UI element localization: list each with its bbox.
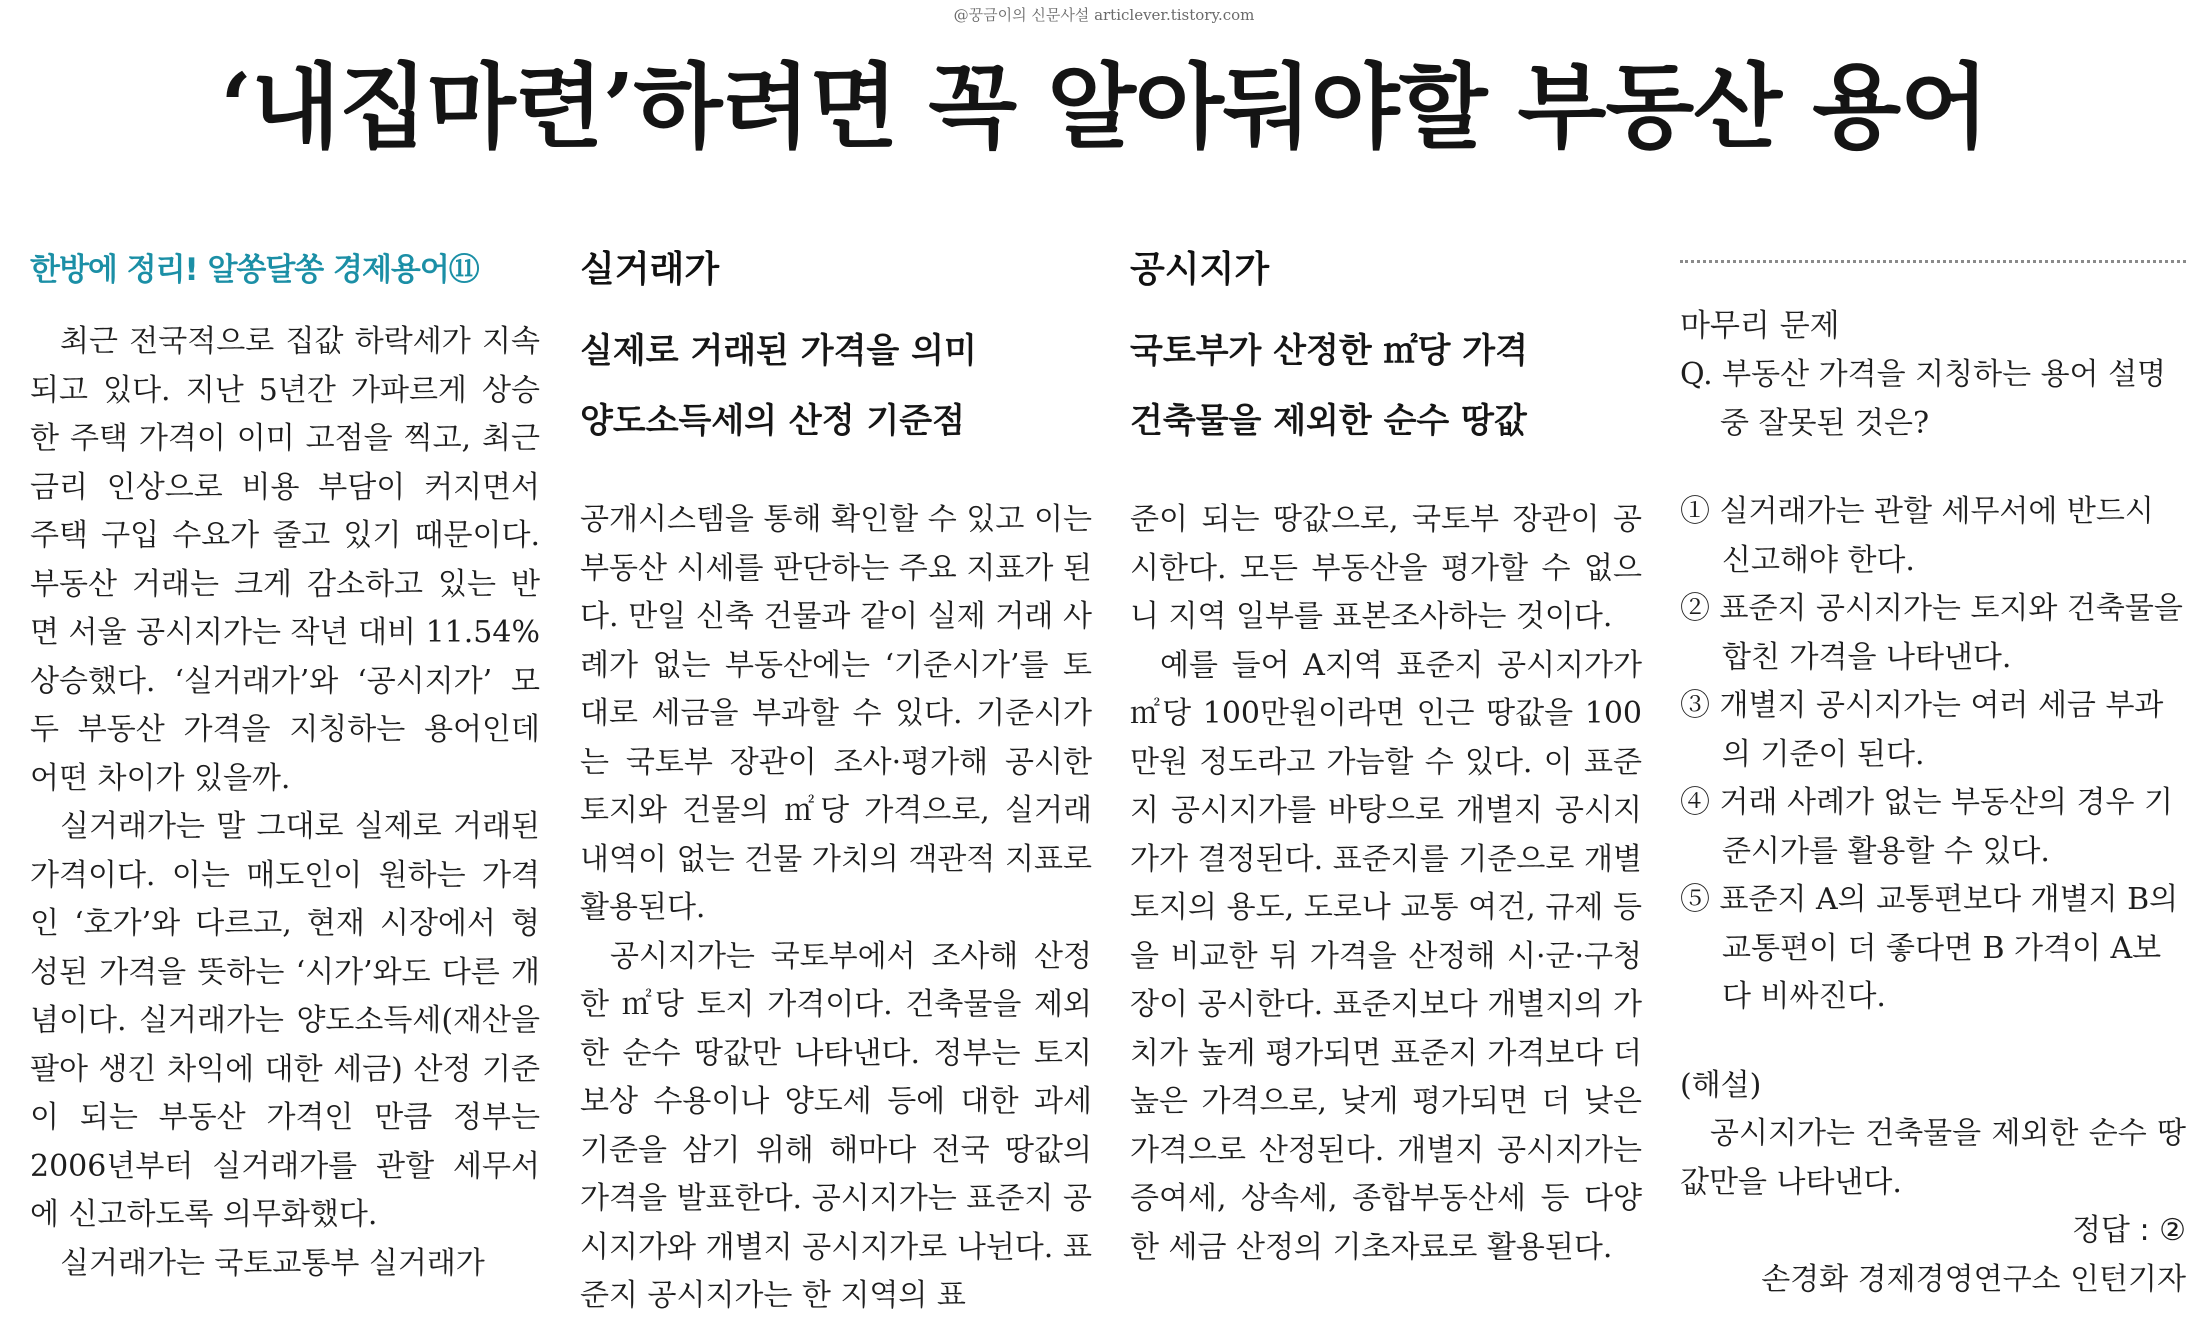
section-subtitles <box>1130 316 1642 456</box>
quiz-option: ⑤ 표준지 A의 교통편보다 개별지 B의 교통편이 더 좋다면 B 가격이 A보다 비싸진다. <box>1680 882 2179 1014</box>
column-2 <box>580 250 1092 1310</box>
dotted-divider <box>1680 260 2186 263</box>
watermark: @꿍금이의 신문사설 articlever.tistory.com <box>953 6 1255 24</box>
quiz-option: ③ 개별지 공시지가는 여러 세금 부과의 기준이 된다. <box>1680 688 2164 772</box>
body-paragraph: 준이 되는 땅값으로, 국토부 장관이 공시한다. 모든 부동산을 평가할 수 없으니 지역 일부를 표본조사하는 것이다. <box>1130 502 1642 634</box>
column-3 <box>1130 250 1642 1310</box>
byline: 손경화 경제경영연구소 인턴기자 <box>1761 1261 2186 1297</box>
answer: 정답 : ② <box>2071 1213 2186 1248</box>
section-title: 실거래가 <box>580 250 720 290</box>
column-1 <box>30 250 540 1310</box>
body-paragraph: 공시지가는 국토부에서 조사해 산정한 ㎡당 토지 가격이다. 건축물을 제외한 순수 땅값만 나타낸다. 정부는 토지 보상 수용이나 양도세 등에 대한 과세 기준을 삼기 위해 해마다 전국 땅값의 가격을 발표한다. 공시지가는 표준지 공시지가와 개별지 공시지가로 나뉜다. 표준지 공시지가는 한 지역의 표 <box>580 938 1092 1310</box>
body-paragraph: 예를 들어 A지역 표준지 공시지가가 ㎡당 100만원이라면 인근 땅값을 100만원 정도라고 가늠할 수 있다. 이 표준지 공시지가를 바탕으로 개별지 공시지가가 결정된다. 표준지를 기준으로 개별 토지의 용도, 도로나 교통 여건, 규제 등을 비교한 뒤 가격을 산정해 시·군·구청장이 공시한다. 표준지보다 개별지의 가치가 높게 평가되면 표준지 가격보다 더 높은 가격으로, 낮게 평가되면 더 낮은 가격으로 산정된다. 개별지 공시지가는 증여세, 상속세, 종합부동산세 등 다양한 세금 산정의 기초자료로 활용된다. <box>1130 647 1642 1265</box>
section-subtitle: 실제로 거래된 가격을 의미 <box>580 331 977 371</box>
quiz-options <box>1680 488 2186 1022</box>
body-paragraph: 실거래가는 말 그대로 실제로 거래된 가격이다. 이는 매도인이 원하는 가격인 ‘호가’와 다르고, 현재 시장에서 형성된 가격을 뜻하는 ‘시가’와도 다른 개념이다. 실거래가는 양도소득세(재산을 팔아 생긴 차익에 대한 세금) 산정 기준이 되는 부동산 가격인 만큼 정부는 2006년부터 실거래가를 관할 세무서에 신고하도록 의무화했다. <box>30 809 540 1232</box>
explanation-text: 공시지가는 건축물을 제외한 순수 땅값만을 나타낸다. <box>1680 1116 2186 1200</box>
body-paragraph: 실거래가는 국토교통부 실거래가 <box>60 1245 485 1281</box>
explanation-label: (해설) <box>1680 1067 1762 1103</box>
quiz-option: ② 표준지 공시지가는 토지와 건축물을 합친 가격을 나타낸다. <box>1680 591 2183 675</box>
section-subtitle: 양도소득세의 산정 기준점 <box>580 401 965 441</box>
quiz-option: ① 실거래가는 관할 세무서에 반드시 신고해야 한다. <box>1680 494 2154 578</box>
section-subtitles <box>580 316 1092 456</box>
headline: ‘내집마련’하려면 꼭 알아둬야할 부동산 용어 <box>220 53 1988 161</box>
section-subtitle: 국토부가 산정한 ㎡당 가격 <box>1130 331 1528 371</box>
section-title: 공시지가 <box>1130 250 1270 290</box>
quiz-title: 마무리 문제 <box>1680 308 1840 344</box>
quiz-question: Q. 부동산 가격을 지칭하는 용어 설명 중 잘못된 것은? <box>1680 357 2167 441</box>
series-label: 한방에 정리! 알쏭달쏭 경제용어⑪ <box>30 252 479 288</box>
column-4-quiz <box>1680 250 2186 1310</box>
body-paragraph: 최근 전국적으로 집값 하락세가 지속되고 있다. 지난 5년간 가파르게 상승한 주택 가격이 이미 고점을 찍고, 최근 금리 인상으로 비용 부담이 커지면서 주택 구입 수요가 줄고 있기 때문이다. 부동산 거래는 크게 감소하고 있는 반면 서울 공시지가는 작년 대비 11.54% 상승했다. ‘실거래가’와 ‘공시지가’ 모두 부동산 가격을 지칭하는 용어인데 어떤 차이가 있을까. <box>30 324 540 796</box>
body-paragraph: 공개시스템을 통해 확인할 수 있고 이는 부동산 시세를 판단하는 주요 지표가 된다. 만일 신축 건물과 같이 실제 거래 사례가 없는 부동산에는 ‘기준시가’를 토대로 세금을 부과할 수 있다. 기준시가는 국토부 장관이 조사·평가해 공시한 토지와 건물의 ㎡당 가격으로, 실거래 내역이 없는 건물 가치의 객관적 지표로 활용된다. <box>580 502 1092 925</box>
quiz-option: ④ 거래 사례가 없는 부동산의 경우 기준시가를 활용할 수 있다. <box>1680 785 2173 869</box>
section-subtitle: 건축물을 제외한 순수 땅값 <box>1130 401 1527 441</box>
